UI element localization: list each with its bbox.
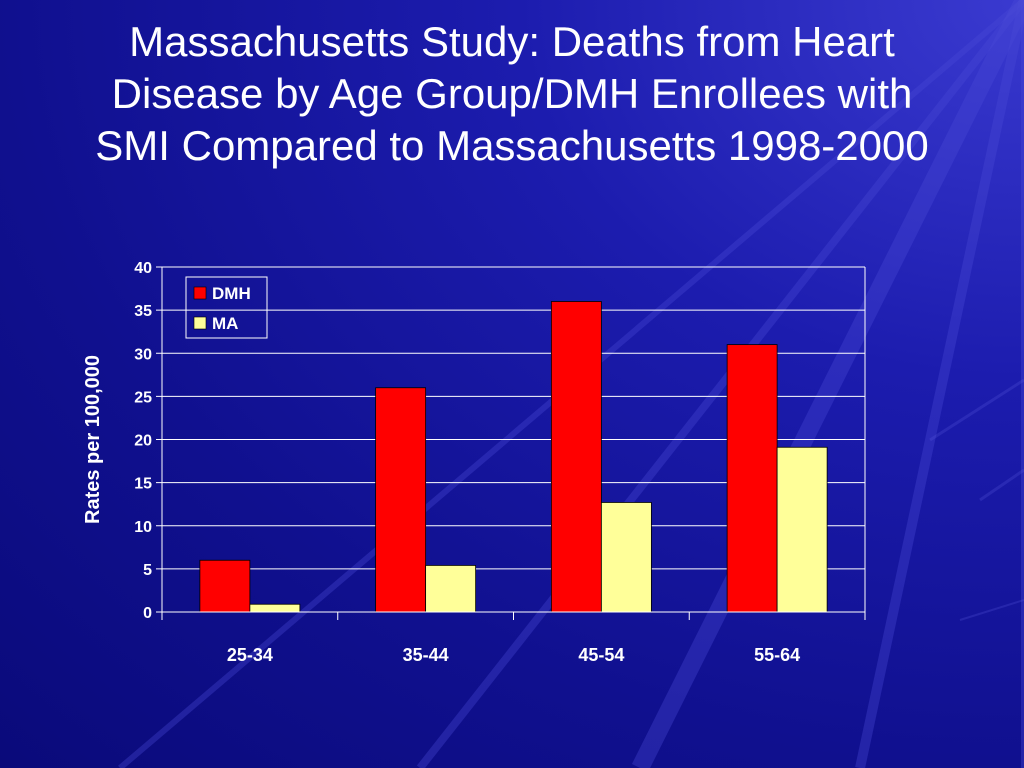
y-tick-label: 25 [134, 389, 152, 407]
bars [200, 302, 827, 613]
y-tick-label: 5 [143, 561, 152, 579]
legend-label-ma: MA [212, 314, 239, 333]
slide-title-line-3: SMI Compared to Massachusetts 1998-2000 [95, 122, 929, 169]
y-tick-label: 15 [134, 475, 152, 493]
bar-ma-25-34 [250, 604, 300, 612]
y-tick-label: 10 [134, 518, 152, 536]
legend [186, 277, 267, 338]
bar-ma-55-64 [777, 447, 827, 612]
legend-label-dmh: DMH [212, 284, 251, 303]
y-tick-label: 40 [134, 260, 152, 277]
y-axis-title: Rates per 100,000 [82, 354, 104, 525]
bar-dmh-55-64 [727, 345, 777, 612]
x-category-label: 25-34 [226, 645, 273, 665]
bar-dmh-35-44 [376, 388, 426, 612]
bar-dmh-25-34 [200, 560, 250, 612]
y-tick-label: 30 [134, 346, 152, 364]
legend-swatch-ma [194, 317, 206, 329]
slide-title-line-2: Disease by Age Group/DMH Enrollees with [111, 70, 913, 117]
x-category-label: 55-64 [754, 645, 801, 665]
x-category-label: 35-44 [402, 645, 449, 665]
y-tick-label: 0 [143, 605, 152, 622]
slide-title-line-1: Massachusetts Study: Deaths from Heart [129, 18, 895, 65]
bar-ma-35-44 [426, 565, 476, 612]
x-category-label: 45-54 [578, 645, 625, 665]
legend-swatch-dmh [194, 287, 206, 299]
bar-ma-45-54 [601, 502, 651, 612]
y-tick-label: 20 [134, 432, 152, 450]
bar-dmh-45-54 [551, 302, 601, 613]
y-tick-label: 35 [134, 303, 152, 321]
